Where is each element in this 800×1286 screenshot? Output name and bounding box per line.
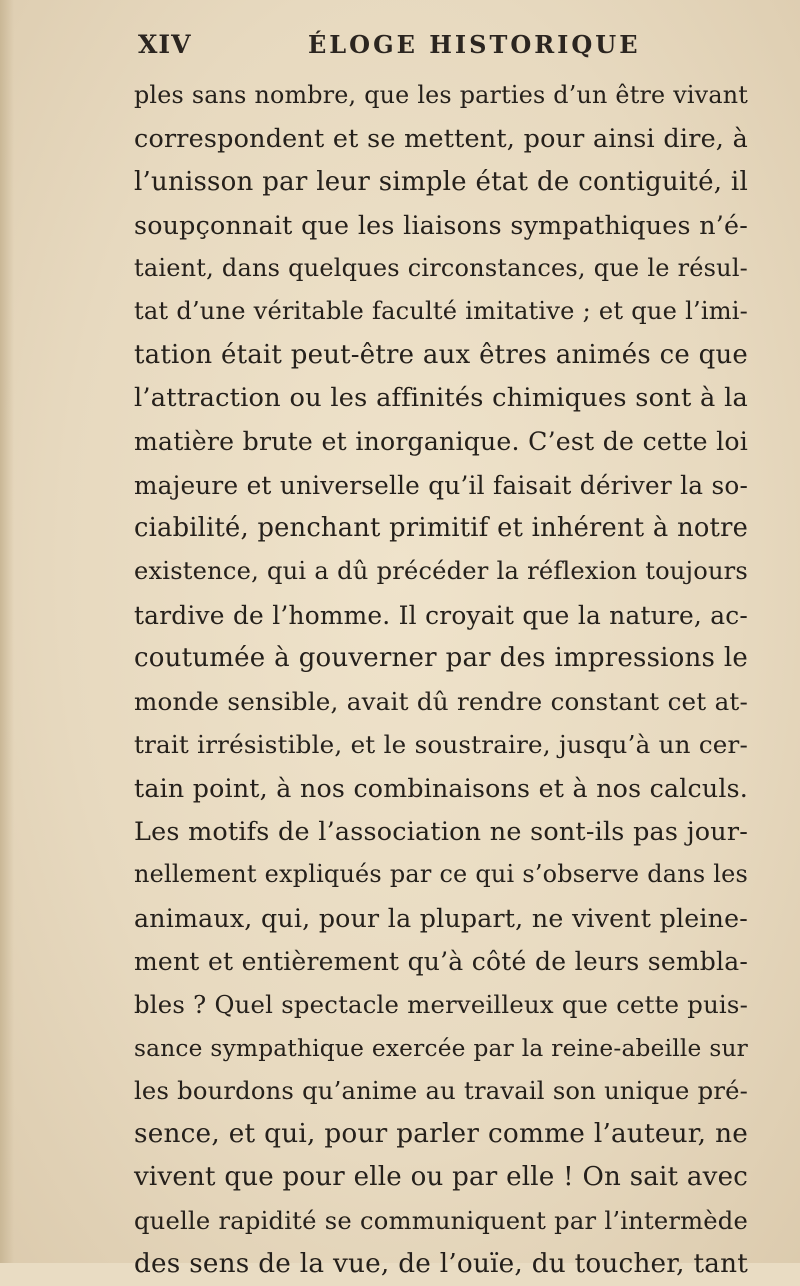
text-line: l’unisson par leur simple état de contiguité, il [134, 166, 748, 197]
text-line: monde sensible, avait dû rendre constant cet at- [134, 687, 748, 717]
text-line: tardive de l’homme. Il croyait que la nature, ac- [134, 600, 748, 630]
text-line: sance sympathique exercée par la reine-abeille sur [134, 1034, 748, 1062]
text-line: quelle rapidité se communiquent par l’intermède [134, 1206, 748, 1235]
text-line: ples sans nombre, que les parties d’un être vivant [134, 81, 748, 109]
text-line: coutumée à gouverner par des impressions le [134, 642, 748, 673]
page-number: XIV [138, 30, 192, 59]
text-line: les bourdons qu’anime au travail son unique pré- [134, 1076, 748, 1105]
text-line: tat d’une véritable faculté imitative ; et que l’imi- [134, 297, 748, 326]
text-line: bles ? Quel spectacle merveilleux que cette puis- [134, 990, 748, 1020]
text-line: ment et entièrement qu’à côté de leurs sembla- [134, 946, 748, 976]
text-line: animaux, qui, pour la plupart, ne vivent pleine- [134, 903, 748, 933]
text-line: soupçonnait que les liaisons sympathiques n’é- [134, 209, 748, 240]
text-line: Les motifs de l’association ne sont-ils pas jour- [134, 816, 748, 847]
text-line: des sens de la vue, de l’ouïe, du toucher, tant [134, 1249, 748, 1280]
body-text [134, 74, 748, 1286]
text-line: existence, qui a dû précéder la réflexion toujours [134, 557, 748, 586]
text-line: trait irrésistible, et le soustraire, jusqu’à un cer- [134, 730, 748, 760]
page-header [0, 30, 800, 70]
text-line: nellement expliqués par ce qui s’observe dans les [134, 860, 748, 889]
text-line: sence, et qui, pour parler comme l’auteur, ne [134, 1119, 748, 1150]
text-line: l’attraction ou les affinités chimiques sont à la [134, 383, 748, 414]
text-line: majeure et universelle qu’il faisait dériver la so- [134, 470, 748, 500]
running-head: ÉLOGE HISTORIQUE [308, 30, 641, 59]
text-line: tation était peut-être aux êtres animés ce que [134, 339, 748, 370]
text-line: vivent que pour elle ou par elle ! On sait avec [134, 1162, 748, 1193]
text-line: matière brute et inorganique. C’est de cette loi [134, 427, 748, 457]
text-line: taient, dans quelques circonstances, que le résul- [134, 254, 748, 283]
text-line: tain point, à nos combinaisons et à nos calculs. [134, 773, 748, 803]
text-line: ciabilité, penchant primitif et inhérent à notre [134, 512, 748, 543]
page-edge-shadow [0, 0, 14, 1263]
text-line: correspondent et se mettent, pour ainsi dire, à [134, 123, 748, 154]
